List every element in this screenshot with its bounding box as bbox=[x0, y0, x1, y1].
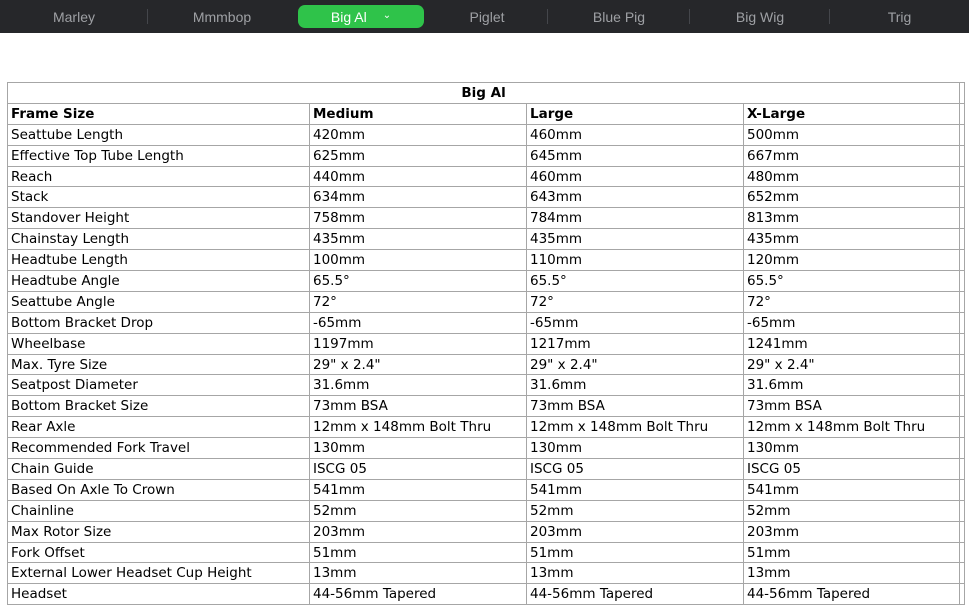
table-edge-cell bbox=[960, 438, 965, 459]
row-label-cell: Seattube Angle bbox=[8, 291, 310, 312]
tab-big-wig[interactable] bbox=[690, 0, 830, 33]
table-title-row bbox=[8, 83, 965, 104]
table-edge-cell bbox=[960, 166, 965, 187]
table-edge-cell bbox=[960, 521, 965, 542]
row-label-cell: Headtube Angle bbox=[8, 271, 310, 292]
table-row bbox=[8, 479, 965, 500]
value-cell: 130mm bbox=[527, 438, 744, 459]
value-cell: 541mm bbox=[310, 479, 527, 500]
value-cell: 634mm bbox=[310, 187, 527, 208]
table-edge-cell bbox=[960, 229, 965, 250]
table-edge-cell bbox=[960, 83, 965, 104]
tab-label: Trig bbox=[887, 8, 912, 25]
table-row bbox=[8, 584, 965, 605]
table-edge-cell bbox=[960, 103, 965, 124]
value-cell: 130mm bbox=[744, 438, 960, 459]
table-row bbox=[8, 521, 965, 542]
row-label-cell: Bottom Bracket Size bbox=[8, 396, 310, 417]
value-cell: 72° bbox=[527, 291, 744, 312]
value-cell: 65.5° bbox=[310, 271, 527, 292]
row-label-cell: Max. Tyre Size bbox=[8, 354, 310, 375]
table-edge-cell bbox=[960, 145, 965, 166]
value-cell: 73mm BSA bbox=[744, 396, 960, 417]
row-label-cell: Seatpost Diameter bbox=[8, 375, 310, 396]
value-cell: 13mm bbox=[310, 563, 527, 584]
table-row bbox=[8, 500, 965, 521]
row-label-cell: Chainstay Length bbox=[8, 229, 310, 250]
table-edge-cell bbox=[960, 542, 965, 563]
header-cell: Frame Size bbox=[8, 103, 310, 124]
value-cell: 29" x 2.4" bbox=[744, 354, 960, 375]
tab-label: Big Wig bbox=[735, 8, 785, 25]
value-cell: 130mm bbox=[310, 438, 527, 459]
table-edge-cell bbox=[960, 124, 965, 145]
row-label-cell: Rear Axle bbox=[8, 417, 310, 438]
value-cell: 13mm bbox=[744, 563, 960, 584]
row-label-cell: External Lower Headset Cup Height bbox=[8, 563, 310, 584]
row-label-cell: Effective Top Tube Length bbox=[8, 145, 310, 166]
row-label-cell: Headtube Length bbox=[8, 250, 310, 271]
value-cell: -65mm bbox=[527, 312, 744, 333]
value-cell: 65.5° bbox=[744, 271, 960, 292]
value-cell: 541mm bbox=[527, 479, 744, 500]
value-cell: 51mm bbox=[744, 542, 960, 563]
value-cell: -65mm bbox=[310, 312, 527, 333]
table-row bbox=[8, 271, 965, 292]
tab-label: Blue Pig bbox=[592, 8, 646, 25]
value-cell: 500mm bbox=[744, 124, 960, 145]
value-cell: 645mm bbox=[527, 145, 744, 166]
value-cell: 72° bbox=[744, 291, 960, 312]
value-cell: 203mm bbox=[527, 521, 744, 542]
table-row bbox=[8, 291, 965, 312]
row-label-cell: Reach bbox=[8, 166, 310, 187]
value-cell: 44-56mm Tapered bbox=[744, 584, 960, 605]
value-cell: 435mm bbox=[527, 229, 744, 250]
table-row bbox=[8, 166, 965, 187]
row-label-cell: Fork Offset bbox=[8, 542, 310, 563]
table-row bbox=[8, 229, 965, 250]
table-edge-cell bbox=[960, 479, 965, 500]
table-row bbox=[8, 208, 965, 229]
value-cell: 1241mm bbox=[744, 333, 960, 354]
value-cell: ISCG 05 bbox=[527, 459, 744, 480]
table-body bbox=[8, 103, 965, 604]
table-row bbox=[8, 250, 965, 271]
value-cell: 31.6mm bbox=[527, 375, 744, 396]
value-cell: 652mm bbox=[744, 187, 960, 208]
table-row bbox=[8, 542, 965, 563]
value-cell: 44-56mm Tapered bbox=[310, 584, 527, 605]
tab-trig[interactable] bbox=[830, 0, 969, 33]
value-cell: 52mm bbox=[527, 500, 744, 521]
row-label-cell: Chainline bbox=[8, 500, 310, 521]
table-row bbox=[8, 312, 965, 333]
value-cell: 110mm bbox=[527, 250, 744, 271]
chevron-down-icon: ⌄ bbox=[382, 9, 392, 21]
value-cell: 12mm x 148mm Bolt Thru bbox=[310, 417, 527, 438]
value-cell: 203mm bbox=[744, 521, 960, 542]
table-row bbox=[8, 459, 965, 480]
value-cell: 667mm bbox=[744, 145, 960, 166]
table-edge-cell bbox=[960, 584, 965, 605]
table-edge-cell bbox=[960, 459, 965, 480]
value-cell: 813mm bbox=[744, 208, 960, 229]
value-cell: 29" x 2.4" bbox=[310, 354, 527, 375]
tab-piglet[interactable] bbox=[426, 0, 548, 33]
table-row bbox=[8, 375, 965, 396]
table-edge-cell bbox=[960, 312, 965, 333]
value-cell: 73mm BSA bbox=[527, 396, 744, 417]
value-cell: 52mm bbox=[744, 500, 960, 521]
tab-label: Piglet bbox=[469, 8, 505, 25]
table-edge-cell bbox=[960, 500, 965, 521]
table-edge-cell bbox=[960, 250, 965, 271]
value-cell: 435mm bbox=[744, 229, 960, 250]
value-cell: 440mm bbox=[310, 166, 527, 187]
geometry-table bbox=[7, 82, 965, 605]
value-cell: 31.6mm bbox=[310, 375, 527, 396]
value-cell: 460mm bbox=[527, 124, 744, 145]
header-cell: Large bbox=[527, 103, 744, 124]
model-tab-bar bbox=[0, 0, 969, 33]
table-edge-cell bbox=[960, 333, 965, 354]
value-cell: -65mm bbox=[744, 312, 960, 333]
table-row bbox=[8, 438, 965, 459]
row-label-cell: Recommended Fork Travel bbox=[8, 438, 310, 459]
value-cell: 31.6mm bbox=[744, 375, 960, 396]
value-cell: 758mm bbox=[310, 208, 527, 229]
table-edge-cell bbox=[960, 354, 965, 375]
value-cell: ISCG 05 bbox=[310, 459, 527, 480]
value-cell: 203mm bbox=[310, 521, 527, 542]
value-cell: 420mm bbox=[310, 124, 527, 145]
value-cell: 541mm bbox=[744, 479, 960, 500]
row-label-cell: Stack bbox=[8, 187, 310, 208]
geometry-table-container bbox=[7, 82, 969, 605]
value-cell: 73mm BSA bbox=[310, 396, 527, 417]
value-cell: 12mm x 148mm Bolt Thru bbox=[744, 417, 960, 438]
table-row bbox=[8, 396, 965, 417]
row-label-cell: Wheelbase bbox=[8, 333, 310, 354]
row-label-cell: Bottom Bracket Drop bbox=[8, 312, 310, 333]
value-cell: 51mm bbox=[310, 542, 527, 563]
active-tab-pill[interactable] bbox=[298, 5, 424, 28]
tab-blue-pig[interactable] bbox=[548, 0, 690, 33]
value-cell: ISCG 05 bbox=[744, 459, 960, 480]
tab-mmmbop[interactable] bbox=[148, 0, 296, 33]
table-row bbox=[8, 145, 965, 166]
table-row bbox=[8, 354, 965, 375]
value-cell: 13mm bbox=[527, 563, 744, 584]
value-cell: 12mm x 148mm Bolt Thru bbox=[527, 417, 744, 438]
value-cell: 65.5° bbox=[527, 271, 744, 292]
value-cell: 29" x 2.4" bbox=[527, 354, 744, 375]
table-edge-cell bbox=[960, 291, 965, 312]
value-cell: 1197mm bbox=[310, 333, 527, 354]
value-cell: 625mm bbox=[310, 145, 527, 166]
table-row bbox=[8, 187, 965, 208]
tab-big-al[interactable] bbox=[296, 0, 426, 33]
value-cell: 120mm bbox=[744, 250, 960, 271]
row-label-cell: Headset bbox=[8, 584, 310, 605]
tab-label: Marley bbox=[52, 8, 95, 25]
table-edge-cell bbox=[960, 396, 965, 417]
table-header-row bbox=[8, 103, 965, 124]
value-cell: 643mm bbox=[527, 187, 744, 208]
value-cell: 52mm bbox=[310, 500, 527, 521]
table-edge-cell bbox=[960, 563, 965, 584]
tab-label: Big Al bbox=[330, 8, 367, 25]
table-row bbox=[8, 563, 965, 584]
tab-label: Mmmbop bbox=[192, 8, 252, 25]
table-row bbox=[8, 124, 965, 145]
table-edge-cell bbox=[960, 271, 965, 292]
table-edge-cell bbox=[960, 375, 965, 396]
value-cell: 1217mm bbox=[527, 333, 744, 354]
header-cell: X-Large bbox=[744, 103, 960, 124]
value-cell: 44-56mm Tapered bbox=[527, 584, 744, 605]
row-label-cell: Chain Guide bbox=[8, 459, 310, 480]
value-cell: 784mm bbox=[527, 208, 744, 229]
value-cell: 51mm bbox=[527, 542, 744, 563]
table-edge-cell bbox=[960, 208, 965, 229]
value-cell: 72° bbox=[310, 291, 527, 312]
table-title: Big Al bbox=[8, 83, 960, 104]
row-label-cell: Seattube Length bbox=[8, 124, 310, 145]
table-edge-cell bbox=[960, 187, 965, 208]
value-cell: 435mm bbox=[310, 229, 527, 250]
table-row bbox=[8, 333, 965, 354]
value-cell: 100mm bbox=[310, 250, 527, 271]
table-edge-cell bbox=[960, 417, 965, 438]
value-cell: 460mm bbox=[527, 166, 744, 187]
header-cell: Medium bbox=[310, 103, 527, 124]
table-row bbox=[8, 417, 965, 438]
tab-marley[interactable] bbox=[0, 0, 148, 33]
row-label-cell: Standover Height bbox=[8, 208, 310, 229]
value-cell: 480mm bbox=[744, 166, 960, 187]
row-label-cell: Max Rotor Size bbox=[8, 521, 310, 542]
row-label-cell: Based On Axle To Crown bbox=[8, 479, 310, 500]
